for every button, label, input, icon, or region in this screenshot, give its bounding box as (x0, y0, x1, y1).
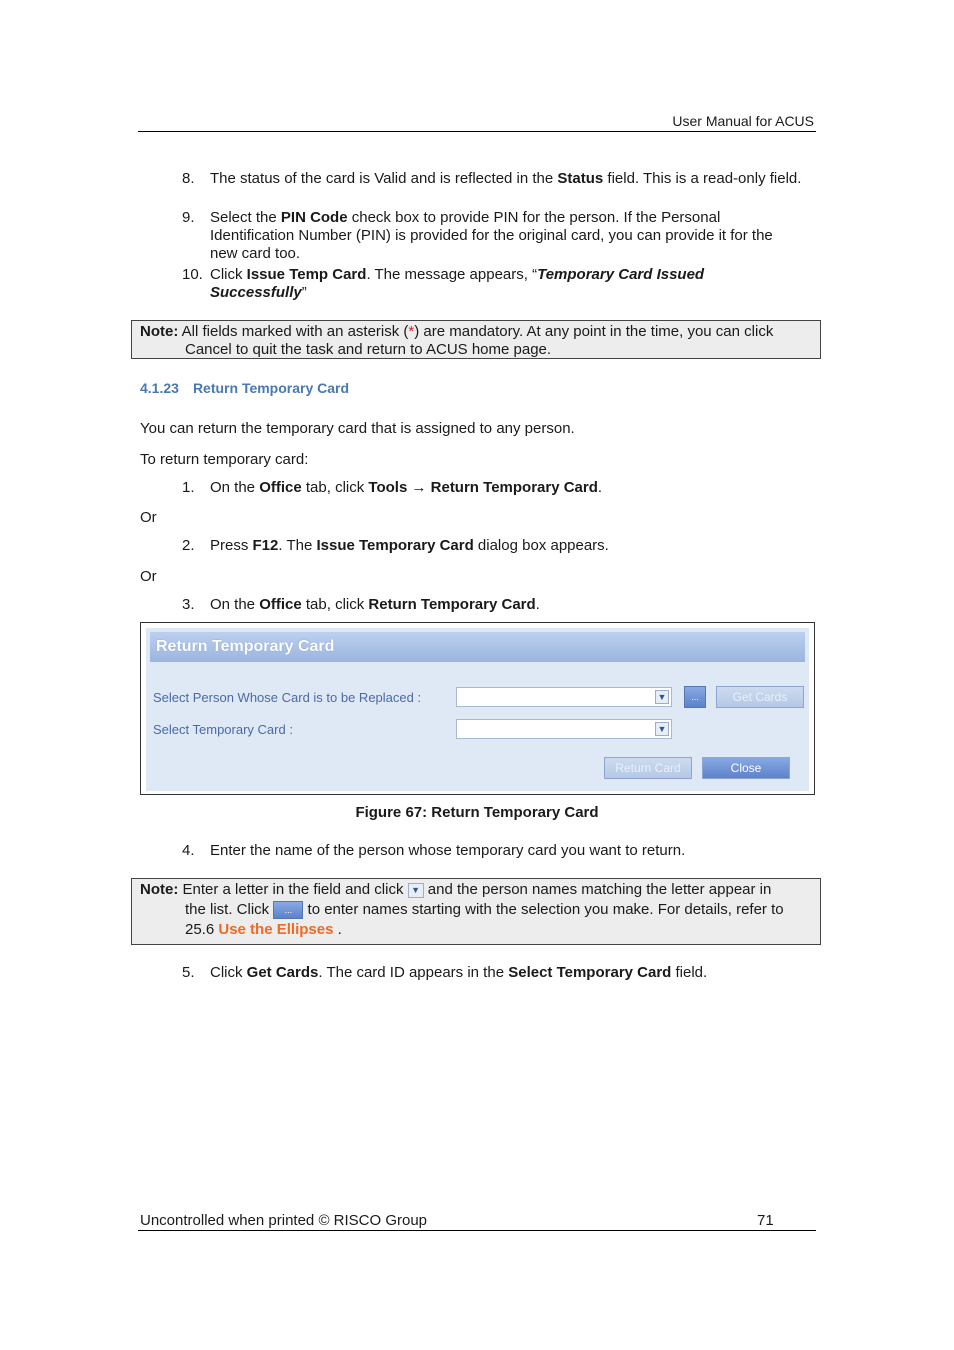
asterisk: * (408, 323, 415, 340)
list-item: 5. Click Get Cards. The card ID appears in the Select Temporary Card field. (182, 964, 708, 981)
footer-text: Uncontrolled when printed © RISCO Group (140, 1212, 428, 1229)
get-cards-button[interactable]: Get Cards (716, 686, 804, 708)
return-temporary-card-dialog (146, 628, 809, 791)
section-heading: 4.1.23 Return Temporary Card (140, 380, 350, 396)
list-item: 2. Press F12. The Issue Temporary Card dialog box appears. (182, 537, 609, 554)
dialog-title: Return Temporary Card (150, 632, 805, 662)
header-rule (138, 131, 816, 132)
list-item: 9. Select the PIN Code check box to provide PIN for the person. If the Personal Identification Number (PIN) is provided for the original card, you can provide it for the new card too. (182, 209, 773, 262)
note-label: Note: (140, 323, 179, 340)
note-label: Note: (140, 881, 179, 898)
return-card-button[interactable]: Return Card (604, 757, 692, 779)
figure-caption: Figure 67: Return Temporary Card (355, 804, 599, 821)
header-title: User Manual for ACUS (672, 113, 814, 129)
chevron-down-icon[interactable]: ▼ (655, 722, 669, 736)
page-number: 71 (757, 1212, 774, 1229)
chevron-down-icon[interactable]: ▼ (655, 690, 669, 704)
card-label: Select Temporary Card : (153, 722, 293, 737)
figure-frame (140, 622, 815, 795)
ellipsis-icon: ... (273, 901, 303, 919)
list-item: 8. The status of the card is Valid and is reflected in the Status field. This is a read-only field. (182, 170, 802, 187)
or-text: Or (140, 568, 157, 585)
ellipsis-button[interactable]: ... (684, 686, 706, 708)
note-box: Note: Enter a letter in the field and click ▼ and the person names matching the letter appear in the list. Click ... to enter names starting with the selection you make. For details, refer to 25.6 Use the Ellipses . (131, 878, 821, 945)
or-text: Or (140, 509, 157, 526)
list-item: 4. Enter the name of the person whose temporary card you want to return. (182, 842, 686, 859)
to-return-text: To return temporary card: (140, 451, 309, 468)
note-box: Note: All fields marked with an asterisk (*) are mandatory. At any point in the time, you can click Cancel to quit the task and return to ACUS home page. (131, 320, 821, 359)
footer-rule (138, 1230, 816, 1231)
use-the-ellipses-link[interactable]: Use the Ellipses (218, 921, 334, 938)
list-item: 1. On the Office tab, click Tools → Return Temporary Card. (182, 479, 603, 496)
person-label: Select Person Whose Card is to be Replaced : (153, 690, 422, 705)
intro-text: You can return the temporary card that is assigned to any person. (140, 420, 575, 437)
close-button[interactable]: Close (702, 757, 790, 779)
card-select[interactable] (456, 719, 672, 739)
chevron-down-icon: ▼ (408, 883, 424, 898)
list-item: 10. Click Issue Temp Card. The message appears, “Temporary Card Issued Successfully” (182, 266, 705, 301)
person-select[interactable] (456, 687, 672, 707)
list-item: 3. On the Office tab, click Return Temporary Card. (182, 596, 540, 613)
